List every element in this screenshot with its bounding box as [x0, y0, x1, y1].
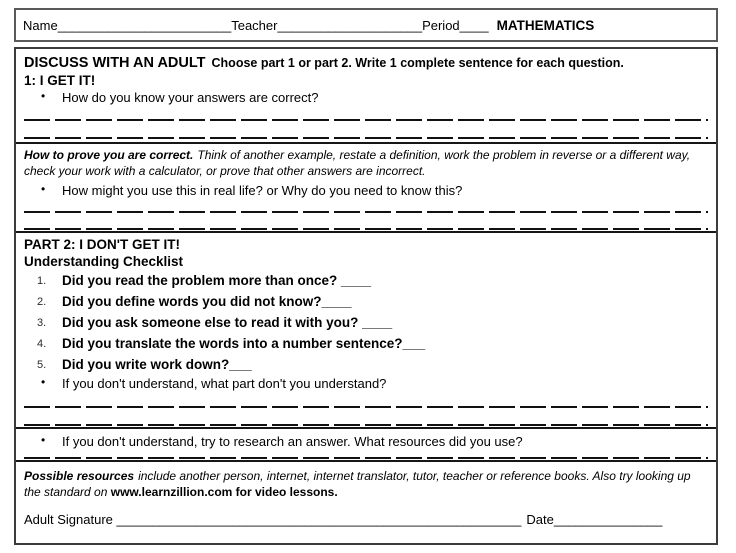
- signature-row: [24, 512, 708, 527]
- answer-line: [24, 406, 708, 408]
- checklist-text: Did you ask someone else to read it with you? ____: [62, 315, 393, 330]
- worksheet-body: [14, 47, 718, 545]
- checklist-item: [24, 312, 708, 333]
- answer-line: [24, 211, 708, 213]
- section-title-row: [24, 54, 708, 72]
- checklist-item: [24, 270, 708, 291]
- hint-body: Think of another example, restate a definition, work the problem in reverse or a different way, check your work with a calculator, or prove that other answers are incorrect.: [24, 148, 691, 178]
- part2-bullet2: If you don't understand, try to research an answer. What resources did you use?: [62, 434, 523, 449]
- resources-body: include another person, internet, internet translator, tutor, teacher or reference books. Also try looking up the standard on: [24, 469, 691, 499]
- checklist-number: 3.: [37, 317, 47, 329]
- part2-bullet2-row: [24, 433, 708, 450]
- answer-line: [24, 137, 708, 139]
- part2-bullet1: If you don't understand, what part don't you understand?: [62, 376, 387, 391]
- name-label: Name: [23, 17, 58, 33]
- checklist-text: Did you read the problem more than once? ____: [62, 273, 372, 288]
- hint-paragraph: [24, 148, 708, 179]
- checklist-item: [24, 333, 708, 354]
- hint-lead: How to prove you are correct.: [24, 148, 194, 162]
- discuss-title: DISCUSS WITH AN ADULT: [24, 55, 206, 71]
- checklist-number: 2.: [37, 296, 47, 308]
- resources-paragraph: [24, 468, 708, 500]
- section-part2: [16, 233, 716, 429]
- answer-line: [24, 119, 708, 121]
- section-resources: [16, 462, 716, 547]
- resources-link-text: www.learnzillion.com for video lessons.: [110, 485, 338, 499]
- part1-heading: 1: I GET IT!: [24, 73, 96, 88]
- checklist-text: Did you write work down?___: [62, 357, 252, 372]
- date-blank: _______________: [553, 512, 663, 527]
- resources-lead: Possible resources: [24, 469, 135, 483]
- part2-heading: PART 2: I DON'T GET IT!: [24, 237, 180, 252]
- section-part1: [16, 49, 716, 144]
- period-label: Period: [422, 17, 460, 33]
- date-label: Date: [526, 512, 554, 527]
- answer-line: [24, 457, 708, 459]
- bullet-icon: •: [41, 182, 46, 196]
- checklist-item: [24, 291, 708, 312]
- answer-line: [24, 228, 708, 230]
- signature-blank: ________________________________________________________: [116, 512, 522, 527]
- checklist-text: Did you translate the words into a number sentence?___: [62, 336, 426, 351]
- subject-title: MATHEMATICS: [496, 17, 595, 33]
- answer-line: [24, 424, 708, 426]
- bullet-icon: •: [41, 433, 46, 447]
- discuss-instructions: Choose part 1 or part 2. Write 1 complete sentence for each question.: [211, 56, 624, 70]
- teacher-label: Teacher: [231, 17, 278, 33]
- bullet-icon: •: [41, 89, 46, 103]
- checklist-number: 4.: [37, 338, 47, 350]
- checklist-number: 1.: [37, 275, 47, 287]
- part1-question1-row: [24, 89, 708, 106]
- part1-question2-row: [24, 182, 708, 199]
- checklist-number: 5.: [37, 359, 47, 371]
- section-hint: [16, 144, 716, 233]
- section-research: [16, 429, 716, 462]
- part2-subheading: Understanding Checklist: [24, 254, 184, 269]
- part1-question2: How might you use this in real life? or Why do you need to know this?: [62, 183, 463, 198]
- teacher-blank: ____________________: [277, 17, 423, 33]
- checklist-item: [24, 354, 708, 375]
- part2-bullet1-row: [24, 375, 708, 392]
- period-blank: ____: [459, 17, 489, 33]
- signature-label: Adult Signature: [24, 512, 113, 527]
- name-blank: ________________________: [57, 17, 232, 33]
- checklist-text: Did you define words you did not know?____: [62, 294, 352, 309]
- part1-question1: How do you know your answers are correct?: [62, 90, 319, 105]
- bullet-icon: •: [41, 375, 46, 389]
- header-bar: [14, 8, 718, 42]
